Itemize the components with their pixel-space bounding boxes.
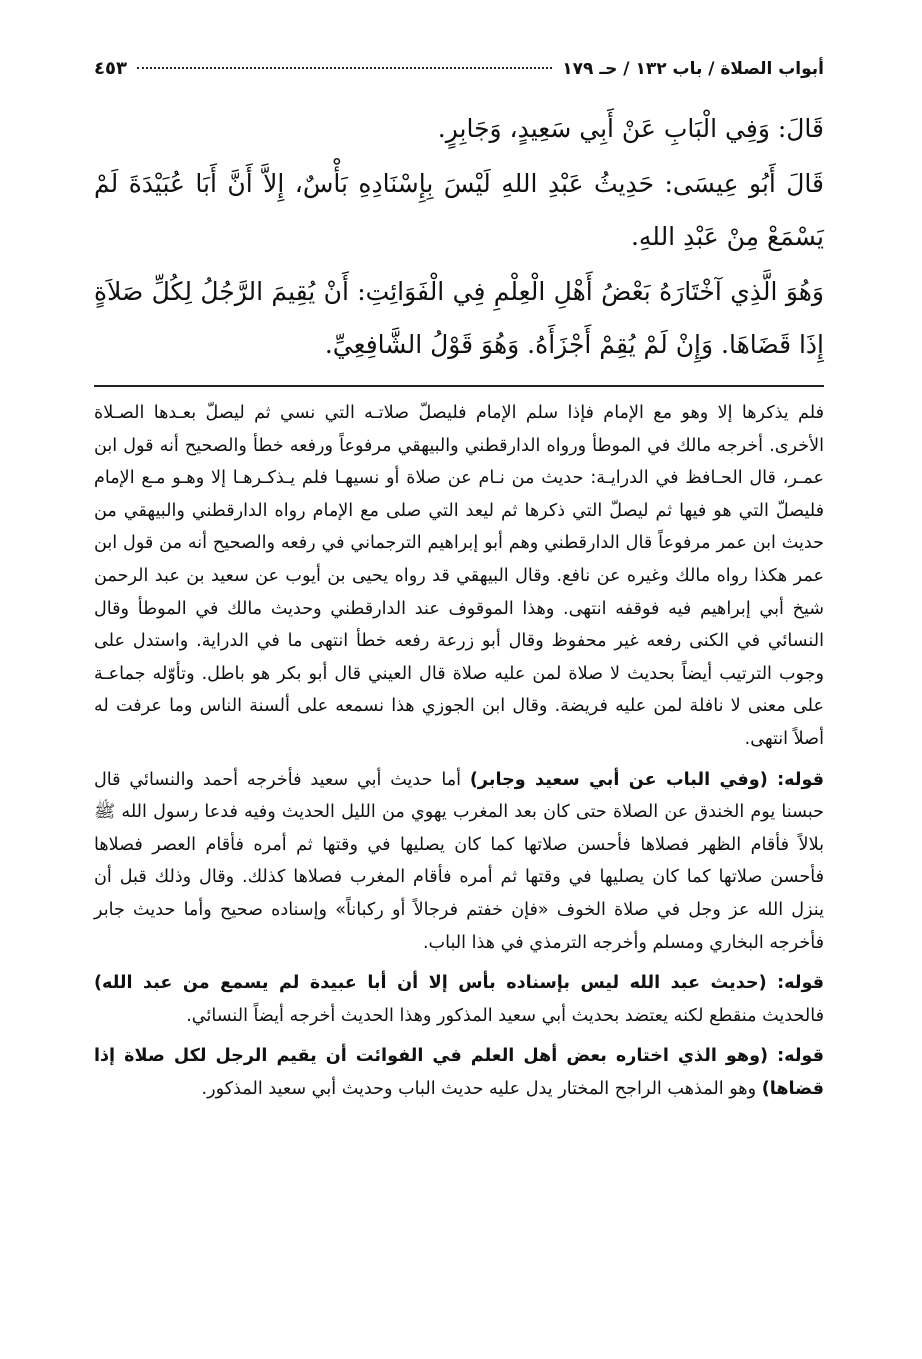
commentary-paragraph: فلم يذكرها إلا وهو مع الإمام فإذا سلم الإمام فليصلّ صلاتـه التي نسي ثم ليصلّ بعـدها الصـلاة الأخرى. أخرجه مالك في الموطأ ورواه الدارقطني والبيهقي مرفوعاً ورفعه خطأ والصحيح أنه قول ابن عمـر، قال الحـافظ في الدرايـة: حديث من نـام عن صلاة أو نسيهـا فلم يـذكـرهـا إلا وهـو مـع الإمام فليصلّ التي هو فيها ثم ليصلّ التي ذكرها ثم ليعد التي صلى مع الإمام رواه الدارقطني والبيهقي من حديث ابن عمر مرفوعاً قال الدارقطني وهم أبو إبراهيم الترجماني في رفعه والصحيح أنه من قول ابن عمر هكذا رواه مالك وغيره عن نافع. وقال البيهقي قد رواه يحيى بن أيوب عن سعيد بن عبد الرحمن شيخ أبي إبراهيم فيه فوقفه انتهى. وهذا الموقوف عند الدارقطني وحديث مالك في الموطأ وقال النسائي في الكنى رفعه غير محفوظ وقال أبو زرعة رفعه خطأ انتهى ما في الدراية. واستدل على وجوب الترتيب أيضاً بحديث لا صلاة لمن عليه صلاة قال العيني قال أبو بكر هو باطل. وتأوّله جماعـة على معنى لا نافلة لمن عليه فريضة. وقال ابن الجوزي هذا نسمعه على ألسنة الناس وما عرفت له أصلاً انتهى.	[94, 403, 824, 749]
matn-paragraph: قَالَ أَبُو عِيسَى: حَدِيثُ عَبْدِ اللهِ لَيْسَ بِإِسْنَادِهِ بَأْسٌ، إِلاَّ أَنَّ أَبَا عُبَيْدَةَ لَمْ يَسْمَعْ مِنْ عَبْدِ اللهِ.	[94, 169, 824, 251]
running-title: أبواب الصلاة / باب ١٣٢ / حـ ١٧٩	[562, 59, 824, 79]
commentary-paragraph	[94, 1040, 824, 1105]
commentary-body: أما حديث أبي سعيد فأخرجه أحمد والنسائي قال حبسنا يوم الخندق عن الصلاة حتى كان بعد المغرب يهوي من الليل الحديث وفيه فدعا رسول الله ﷺ بلالاً فأقام الظهر فصلاها فأحسن صلاتها كما كان يصليها في وقتها ثم أمره فأقام العصر فصلاها فأحسن صلاتها كما كان يصليها في وقتها ثم أمره فأقام المغرب فصلاها كذلك. وقال وذلك قبل أن ينزل الله عز وجل في صلاة الخوف «فإن خفتم فرجالاً أو ركباناً» وإسناده صحيح وأما حديث جابر فأخرجه البخاري ومسلم وأخرجه الترمذي في هذا الباب.	[94, 769, 824, 953]
commentary-paragraph	[94, 764, 824, 960]
commentary	[94, 397, 824, 1105]
header-leader-dots	[137, 67, 552, 69]
commentary-paragraph	[94, 967, 824, 1032]
commentary-lead: قوله:	[768, 1046, 824, 1067]
commentary-quote: (وهو الذي اختاره بعض أهل العلم في الفوائت أن يقيم الرجل لكل صلاة إذا قضاها)	[94, 1046, 824, 1099]
commentary-body: وهو المذهب الراجح المختار يدل عليه حديث الباب وحديث أبي سعيد المذكور.	[201, 1078, 762, 1099]
commentary-lead: قوله:	[767, 769, 824, 790]
commentary-lead: قوله:	[766, 973, 824, 994]
separator-rule	[94, 385, 824, 387]
matn-paragraph: وَهُوَ الَّذِي آخْتَارَهُ بَعْضُ أَهْلِ الْعِلْمِ فِي الْفَوَائِتِ: أَنْ يُقِيمَ الرَّجُلُ لِكُلِّ صَلاَةٍ إِذَا قَضَاهَا. وَإِنْ لَمْ يُقِمْ أَجْزَأَهُ. وَهُوَ قَوْلُ الشَّافِعِيِّ.	[94, 277, 824, 359]
commentary-quote: (حديث عبد الله ليس بإسناده بأس إلا أن أبا عبيدة لم يسمع من عبد الله)	[94, 973, 767, 994]
page-number: ٤٥٣	[94, 58, 127, 79]
page-header	[94, 58, 824, 88]
hadith-text	[94, 102, 824, 371]
matn-paragraph: قَالَ: وَفِي الْبَابِ عَنْ أَبِي سَعِيدٍ، وَجَابِرٍ.	[437, 114, 824, 143]
commentary-body: فالحديث منقطع لكنه يعتضد بحديث أبي سعيد المذكور وهذا الحديث أخرجه أيضاً النسائي.	[186, 1005, 824, 1026]
commentary-quote: (وفي الباب عن أبي سعيد وجابر)	[469, 769, 768, 790]
